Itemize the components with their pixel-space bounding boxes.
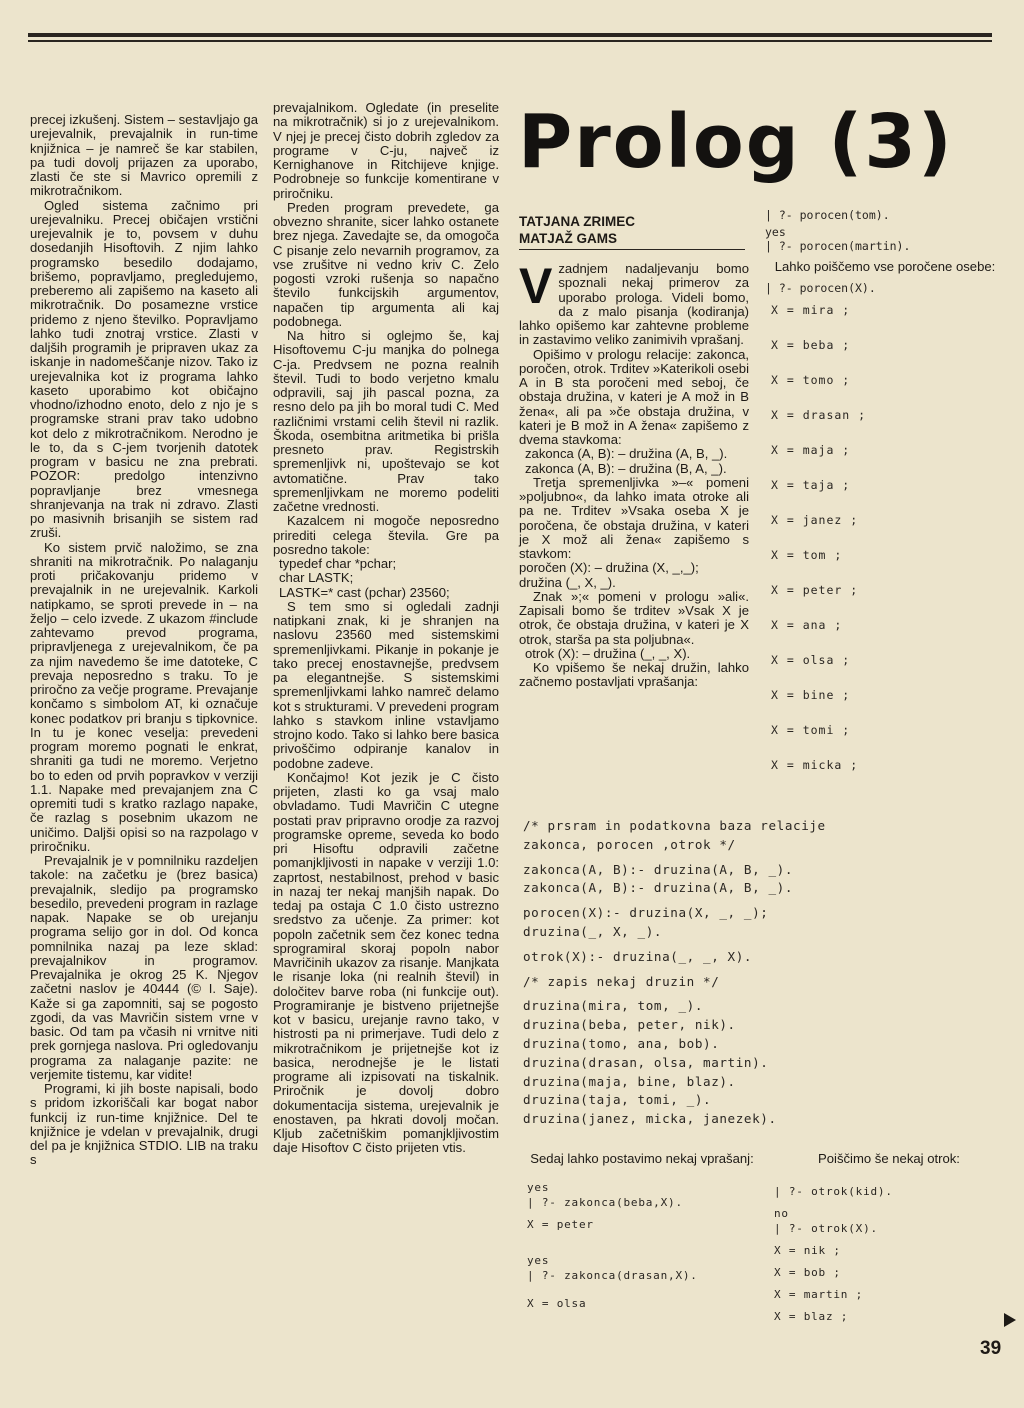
binding-line: X = drasan ;: [771, 407, 867, 422]
drop-cap: V: [519, 258, 553, 314]
code-line: zakonca (A, B): – družina (B, A, _).: [525, 460, 727, 476]
paragraph: Znak »;« pomeni v prologu »ali«. Zapisali bomo še trditev »Vsak X je otrok, če obstaja družina, v kateri je X otrok, starša pa sta poljubna«.: [519, 588, 749, 647]
query-listing: [765, 208, 1005, 793]
query-line: | ?- porocen(tom).: [765, 208, 890, 222]
query-line: | ?- zakonca(drasan,X).: [527, 1268, 698, 1282]
column-2: [273, 101, 499, 1156]
program-line: druzina(mira, tom, _).: [523, 998, 704, 1014]
author-name: TATJANA ZRIMEC: [519, 214, 635, 229]
queries-right: [774, 1152, 1004, 1332]
paragraph: Prevajalnik je v pomnilniku razdeljen takole: na začetku je (brez basica) prevajalnik, sledijo pa programsko besedilo, prevedeni program in razlage napak. Napake se ob urejanju programa selijo gor in dol. Od konca pomnilnika nazaj pa leze sklad: prevajalnikov in programov. Prevajalnika je okrog 25 K. Njegov začetni naslov je 40444 (© I. Saje). Kaže si ga zapomniti, saj se pogosto zgodi, da vas Mavričin sistem vrne v basic. Od tam pa včasih ni vrnitve niti prek gornjega naslova. Pri ogledovanju programa za nalaganje pazite: ne verjemite tistemu, kar vidite!: [30, 853, 258, 1082]
program-line: zakonca(A, B):- druzina(A, B, _).: [523, 880, 794, 896]
listing-caption: Lahko poiščemo vse poročene osebe:: [774, 259, 996, 274]
queries-caption: Sedaj lahko postavimo nekaj vprašanj:: [530, 1151, 754, 1166]
program-line: druzina(_, X, _).: [523, 923, 663, 939]
binding-line: X = janez ;: [771, 512, 859, 527]
code-line: otrok (X): – družina (_, _, X).: [525, 645, 691, 661]
program-line: druzina(tomo, ana, bob).: [523, 1035, 720, 1051]
paragraph: Opišimo v prologu relacije: zakonca, poročen, otrok. Trditev »Katerikoli osebi A in B sta poročeni med seboj, če obstaja družina, v kateri je A mož in B žena«, ali pa »če obstaja družina, v kateri je B mož in A žena« zapišemo z dvema stavkoma:: [519, 346, 749, 447]
binding-line: X = peter ;: [771, 582, 859, 597]
binding-line: X = tom ;: [771, 547, 843, 562]
paragraph: Ogled sistema začnimo pri urejevalniku. Precej običajen vrstični urejevalnik je to, povsem v duhu dosedanjih Hisoftovih. Z njim lahko programsko besedilo dodajamo, brišemo, popravljamo, pregledujemo, preberemo ali zapišemo na kaseto ali mikrotračnik. Do posamezne vrstice pridemo z njeno številko. Popravljamo lahko tudi znotraj vrstice. Zlasti v daljših programih je pripraven ukaz za iskanje in nadomeščanje nizov. Tako iz urejevalnika kot iz programa lahko kaseto uporabimo kot običajno vhodno/izhodno enoto, delo z njo je s programske strani prav tako udobno kot delo z mikrotračnikom. Nerodno je le to, da s C-jem tvorjenih datotek program v basicu ne zna prebrati. POZOR: predolgo intenzivno popravljanje brez vmesnega shranjevanja na trak ni zdravo. Zlasti po masivnih brisanjih se sistem rad zruši.: [30, 197, 258, 541]
paragraph: Ko sistem prvič naložimo, se zna shraniti na mikrotračnik. Po nalaganju proti pričakovanju pridemo v prevajalnik in ne urejevalnik. Karkoli natipkamo, se sproti prevede in – na željo – celo izvede. Z ukazom #include zahtevamo prevod programa, pripravljenega z urejevalnikom, če pa za njim navedemo še ime datoteke, C prevaja neposredno s traku. To je priročno za večje programe. Prevajanje končamo s simbolom AT, ki označuje konec podatkov pri branju s tipkovnice. In tu je konec veselja: prevedeni program moremo pognati le enkrat, shraniti ga tudi ne moremo. Verjetno bo to eden od prvih popravkov v verziji 1.1. Napake med prevajanjem zna C opremiti tudi s kratko razlago napake, če razlag s posebnim ukazom ne uničimo. Daljši opisi so na razpolago v priročniku.: [30, 539, 258, 854]
answer-line: X = peter: [527, 1217, 594, 1231]
binding-line: X = tomo ;: [771, 372, 851, 387]
program-line: zakonca, porocen ,otrok */: [523, 836, 736, 852]
code-line: char LASTK;: [279, 570, 354, 586]
answer-line: yes: [765, 225, 786, 239]
answer-line: X = olsa: [527, 1296, 587, 1310]
binding-line: X = ana ;: [771, 617, 843, 632]
paragraph: S tem smo si ogledali zadnji natipkani znak, ki je shranjen na naslovu 23560 med sistemskimi spremenljivkami. Pikanje in pokanje je tako precej enostavnejše, predvsem pa elegantnejše. S sistemskimi spremenljivkami lahko namreč delamo kot s strukturami. V prevedeni program lahko s stavkom inline vstavljamo strojno kodo. Tako si lahko bere basica privoščimo odpiranje kanalov in podobne zadeve.: [273, 598, 499, 771]
author-rule: [519, 249, 745, 250]
program-line: zakonca(A, B):- druzina(A, B, _).: [523, 861, 794, 877]
paragraph: precej izkušenj. Sistem – sestavljajo ga urejevalnik, prevajalnik in run-time knjižnica – je namreč še kar stabilen, pa tudi dovolj prijazen za uporabo, zlasti če ste si Mavrico opremili z mikrotračnikom.: [30, 112, 258, 199]
queries-caption: Poiščimo še nekaj otrok:: [818, 1151, 960, 1166]
queries-left: [527, 1152, 757, 1319]
binding-line: X = olsa ;: [771, 652, 851, 667]
paragraph: Kazalcem ni mogoče neposredno prirediti celega števila. Gre pa posredno takole:: [273, 513, 499, 557]
paragraph: Preden program prevedete, ga obvezno shranite, sicer lahko ostanete brez njega. Zavedajte se, da omogoča C pisanje zelo nevarnih programov, za vse zrušitve ni vedno kriv C. Zelo pogosti vzroki rušenja so napačno število funkcijskih argumentov, napačen tip argumenta ali kaj podobnega.: [273, 199, 499, 329]
code-line: zakonca (A, B): – družina (A, B, _).: [525, 446, 728, 462]
header-rule-thin: [28, 40, 992, 42]
binding-line: X = maja ;: [771, 442, 851, 457]
query-line: | ?- otrok(kid).: [774, 1184, 893, 1198]
program-line: /* prsram in podatkovna baza relacije: [523, 818, 826, 833]
binding-line: X = martin ;: [774, 1287, 864, 1301]
answer-line: yes: [527, 1180, 550, 1194]
binding-line: X = tomi ;: [771, 722, 851, 737]
paragraph: Tretja spremenljivka »–« pomeni »poljubno«, da lahko imata otroke ali pa ne. Trditev »Vsaka oseba X je poročena, če obstaja družina, v kateri je X mož ali žena« zapišemo s stavkom:: [519, 474, 749, 561]
article-title: Prolog (3): [518, 99, 954, 185]
program-line: otrok(X):- druzina(_, _, X).: [523, 948, 753, 964]
binding-line: X = micka ;: [771, 757, 859, 772]
paragraph: Programi, ki jih boste napisali, bodo s pridom izkoriščali kar bogat nabor funkcij iz run-time knjižnice. Del te knjižnice je vdelan v prevajalnik, drugi del pa je knjižnica STDIO. LIB na traku s: [30, 1081, 258, 1168]
column-3: [519, 258, 749, 690]
query-line: | ?- zakonca(beba,X).: [527, 1195, 683, 1209]
program-line: porocen(X):- druzina(X, _, _);: [523, 905, 769, 921]
binding-line: X = taja ;: [771, 477, 851, 492]
paragraph: prevajalnikom. Ogledate (in preselite na mikrotračnik) si jo z urejevalnikom. V njej je precej čisto dobrih zgledov za programe v C-ju, največ iz Kernighanove in Ritchijeve knjige. Podrobneje so funkcije komentirane v priročniku.: [273, 100, 499, 201]
code-line: poročen (X): – družina (X, _,_);: [519, 560, 699, 576]
column-1: [30, 113, 258, 1168]
paragraph: Na hitro si oglejmo še, kaj Hisoftovemu C-ju manjka do polnega C-ja. Predvsem ne pozna realnih števil. Tudi to bodo verjetno kmalu odpravili, saj jih pascal pozna, za resno delo pa jih bo moral tudi C. Med različnimi vrstami celih števil ni razlik. Škoda, osembitna aritmetika bi prišla presneto prav. Registrskih spremenljivk ni, upoštevajo se kot avtomatične. Prav tako spremenljivkam ne moremo podeliti začetne vrednosti.: [273, 328, 499, 514]
code-line: typedef char *pchar;: [279, 556, 397, 571]
program-line: druzina(maja, bine, blaz).: [523, 1073, 736, 1089]
binding-line: X = nik ;: [774, 1243, 841, 1257]
binding-line: X = bob ;: [774, 1265, 841, 1279]
query-line: | ?- porocen(martin).: [765, 239, 911, 253]
program-line: /* zapis nekaj druzin */: [523, 973, 720, 989]
binding-line: X = mira ;: [771, 302, 851, 317]
intro-text: zadnjem nadaljevanju bomo spoznali nekaj primerov za uporabo prologa. Videli bomo, da z malo pisanja (kodiranja) lahko opišemo kar zahtevne probleme in zastavimo veliko zanimivih vprašanj.: [519, 261, 749, 348]
code-line: družina (_, X, _).: [519, 574, 616, 590]
binding-line: X = bine ;: [771, 687, 851, 702]
author-name: MATJAŽ GAMS: [519, 231, 617, 246]
continue-arrow-icon: [1004, 1313, 1016, 1327]
header-rule: [28, 33, 992, 37]
page-number: 39: [980, 1338, 1002, 1359]
intro-paragraph: [519, 258, 749, 348]
query-line: | ?- otrok(X).: [774, 1221, 878, 1235]
binding-line: X = blaz ;: [774, 1309, 849, 1323]
answer-line: yes: [527, 1253, 550, 1267]
authors: [519, 213, 745, 250]
answer-line: no: [774, 1206, 789, 1220]
binding-line: X = beba ;: [771, 337, 851, 352]
program-line: druzina(drasan, olsa, martin).: [523, 1054, 769, 1070]
paragraph: Končajmo! Kot jezik je C čisto prijeten, zlasti ko ga vsaj malo obvladamo. Tudi Mavričin C utegne postati prav pripravno orodje za razvoj programske opreme, seveda ko bodo pri Hisoftu odpravili začetne pomanjkljivosti in napake v verziji 1.0: zaprtost, nestabilnost, prehod v basic in nazaj ter nekaj manjših napak. Do tedaj pa ostaja C 1.0 čisto ustrezno sredstvo za učenje. Za primer: kot popoln začetnik sem čez konec tedna sprogramiral skoraj popoln nabor Mavričinih ukazov za risanje. Manjkata le risanje loka (ni realnih števil) in določitev barve roba (ni funkcije out). Programiranje je bistveno prijetnejše kot v basicu, urejanje ravno tako, v histrosti pa ni primerjave. Tudi delo z mikrotračnikom je prijetnejše kot iz basica, nerodnejše je le listati programe ali izpisovati na tiskalnik. Priročnik je dovolj dobro dokumentacija sistema, urejevalnik je enostaven, pa hkrati dovolj močan. Kljub začetniškim pomanjkljivostim daje Hisoftov C čisto prijeten vtis.: [273, 769, 499, 1156]
code-line: LASTK=* cast (pchar) 23560;: [279, 584, 450, 600]
query-line: | ?- porocen(X).: [765, 280, 876, 295]
program-line: druzina(taja, tomi, _).: [523, 1092, 712, 1108]
program-line: druzina(janez, micka, janezek).: [523, 1111, 777, 1127]
paragraph: Ko vpišemo še nekaj družin, lahko začnemo postavljati vprašanja:: [519, 660, 749, 690]
program-line: druzina(beba, peter, nik).: [523, 1017, 736, 1033]
program-listing: [523, 818, 993, 1130]
